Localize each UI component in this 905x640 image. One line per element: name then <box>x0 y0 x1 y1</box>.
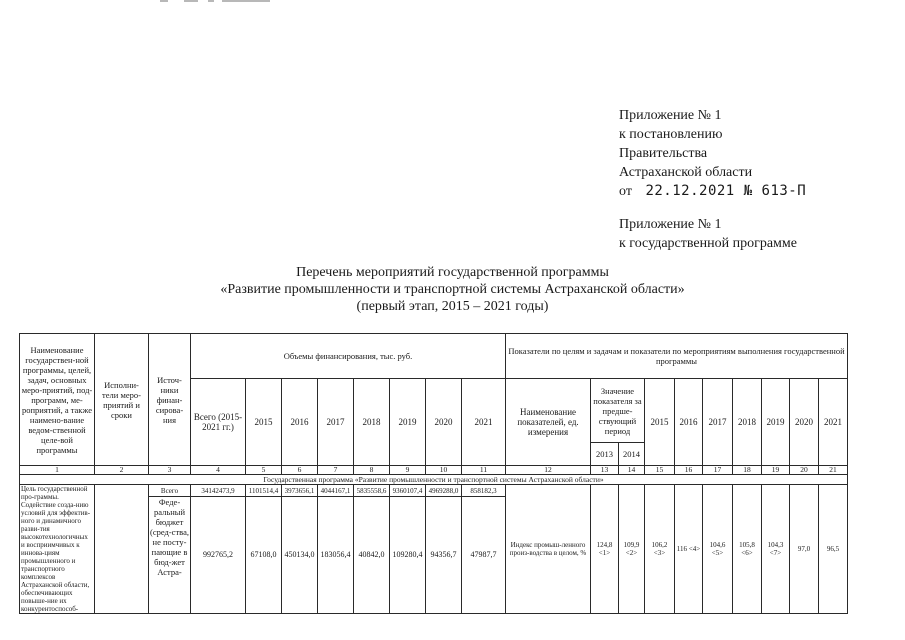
federal-value: 450134,0 <box>282 497 318 614</box>
appendix-line: к постановлению <box>619 127 723 142</box>
date-value: 22.12.2021 № 613-П <box>645 183 807 199</box>
header-year: 2017 <box>318 379 354 466</box>
source-total: Всего <box>149 485 191 497</box>
indicator-value: 109,9 <2> <box>619 485 645 614</box>
col-number: 19 <box>762 466 790 475</box>
header-year: 2018 <box>354 379 390 466</box>
header-year: 2020 <box>426 379 462 466</box>
scan-marks <box>160 0 280 3</box>
indicator-value: 104,6 <5> <box>703 485 733 614</box>
col-number: 1 <box>20 466 95 475</box>
col-number: 10 <box>426 466 462 475</box>
indicator-name: Индекс промыш-ленного произ-водства в целом, % <box>506 485 591 614</box>
goal-text: Цель государственной про-граммы. Содействие созда-нию условий для эффектив-ного и динамичного разви-тия высокотехнологичных и восприимчивых к иннова-циям промышленного и транспортного комплексов Астраханской области, обеспечивающих повыше-ние их конкурентоспособ- <box>20 485 95 614</box>
header-ind-year: 2017 <box>703 379 733 466</box>
col-number: 8 <box>354 466 390 475</box>
program-title-row: Государственная программа «Развитие промышленности и транспортной системы Астраханской области» <box>20 475 848 485</box>
appendix-block <box>619 106 806 253</box>
federal-value: 109280,4 <box>390 497 426 614</box>
title-line: (первый этап, 2015 – 2021 годы) <box>356 299 549 314</box>
col-number: 15 <box>645 466 675 475</box>
document-title <box>0 264 905 315</box>
header-ind-year: 2020 <box>790 379 819 466</box>
indicator-value: 124,8 <1> <box>591 485 619 614</box>
federal-value: 40842,0 <box>354 497 390 614</box>
total-value: 5835558,6 <box>354 485 390 497</box>
header-year: 2019 <box>390 379 426 466</box>
header-base-value: Значение показателя за предше-ствующий период <box>591 379 645 443</box>
col-number: 14 <box>619 466 645 475</box>
col-number: 12 <box>506 466 591 475</box>
source-federal: Феде-ральный бюджет (сред-ства, не посту-пающие в бюд-жет Астра- <box>149 497 191 614</box>
col-number: 3 <box>149 466 191 475</box>
date-prefix: от <box>619 184 632 199</box>
col-number: 6 <box>282 466 318 475</box>
col-number: 21 <box>819 466 848 475</box>
col-number: 16 <box>675 466 703 475</box>
indicator-value: 116 <4> <box>675 485 703 614</box>
col-number: 9 <box>390 466 426 475</box>
indicator-value: 97,0 <box>790 485 819 614</box>
header-total: Всего (2015-2021 гг.) <box>191 379 246 466</box>
total-value: 4044167,1 <box>318 485 354 497</box>
col-number: 7 <box>318 466 354 475</box>
total-value: 1101514,4 <box>246 485 282 497</box>
header-year: 2016 <box>282 379 318 466</box>
header-year: 2015 <box>246 379 282 466</box>
header-name: Наименование государствен-ной программы, целей, задач, основных меро-приятий, под-программ, ме-роприятий, а также наимено-вание ведом-ственной целе-вой программы <box>20 334 95 466</box>
header-ind-year: 2018 <box>733 379 762 466</box>
column-number-row <box>20 466 848 475</box>
header-ind-year: 2016 <box>675 379 703 466</box>
federal-value: 94356,7 <box>426 497 462 614</box>
appendix-line: Приложение № 1 <box>619 217 722 232</box>
total-value: 34142473,9 <box>191 485 246 497</box>
appendix-date <box>619 182 806 201</box>
header-indicator-name: Наименование показателей, ед. измерения <box>506 379 591 466</box>
header-ind-year: 2015 <box>645 379 675 466</box>
header-executors: Исполни-тели меро-приятий и сроки <box>95 334 149 466</box>
col-number: 17 <box>703 466 733 475</box>
appendix-line: Астраханской области <box>619 165 753 180</box>
federal-value: 992765,2 <box>191 497 246 614</box>
total-value: 4969288,0 <box>426 485 462 497</box>
total-value: 3973656,1 <box>282 485 318 497</box>
indicator-value: 96,5 <box>819 485 848 614</box>
col-number: 4 <box>191 466 246 475</box>
col-number: 2 <box>95 466 149 475</box>
title-line: «Развитие промышленности и транспортной системы Астраханской области» <box>220 282 685 297</box>
header-funding: Объемы финансирования, тыс. руб. <box>191 334 506 379</box>
federal-value: 47987,7 <box>462 497 506 614</box>
appendix-line: Приложение № 1 <box>619 108 722 123</box>
header-base-year: 2014 <box>619 443 645 466</box>
indicator-value: 106,2 <3> <box>645 485 675 614</box>
col-number: 18 <box>733 466 762 475</box>
col-number: 5 <box>246 466 282 475</box>
appendix-line: к государственной программе <box>619 236 797 251</box>
header-sources: Источ-ники финан-сирова-ния <box>149 334 191 466</box>
executors-cell <box>95 485 149 614</box>
header-indicators: Показатели по целям и задачам и показатели по мероприятиям выполнения государственной программы <box>506 334 848 379</box>
header-year: 2021 <box>462 379 506 466</box>
header-ind-year: 2019 <box>762 379 790 466</box>
total-value: 9360107,4 <box>390 485 426 497</box>
federal-value: 183056,4 <box>318 497 354 614</box>
appendix-line: Правительства <box>619 146 708 161</box>
total-value: 858182,3 <box>462 485 506 497</box>
col-number: 20 <box>790 466 819 475</box>
title-line: Перечень мероприятий государственной программы <box>296 265 609 280</box>
federal-value: 67108,0 <box>246 497 282 614</box>
header-ind-year: 2021 <box>819 379 848 466</box>
measures-table <box>19 333 848 614</box>
col-number: 11 <box>462 466 506 475</box>
col-number: 13 <box>591 466 619 475</box>
header-base-year: 2013 <box>591 443 619 466</box>
indicator-value: 105,8 <6> <box>733 485 762 614</box>
indicator-value: 104,3 <7> <box>762 485 790 614</box>
